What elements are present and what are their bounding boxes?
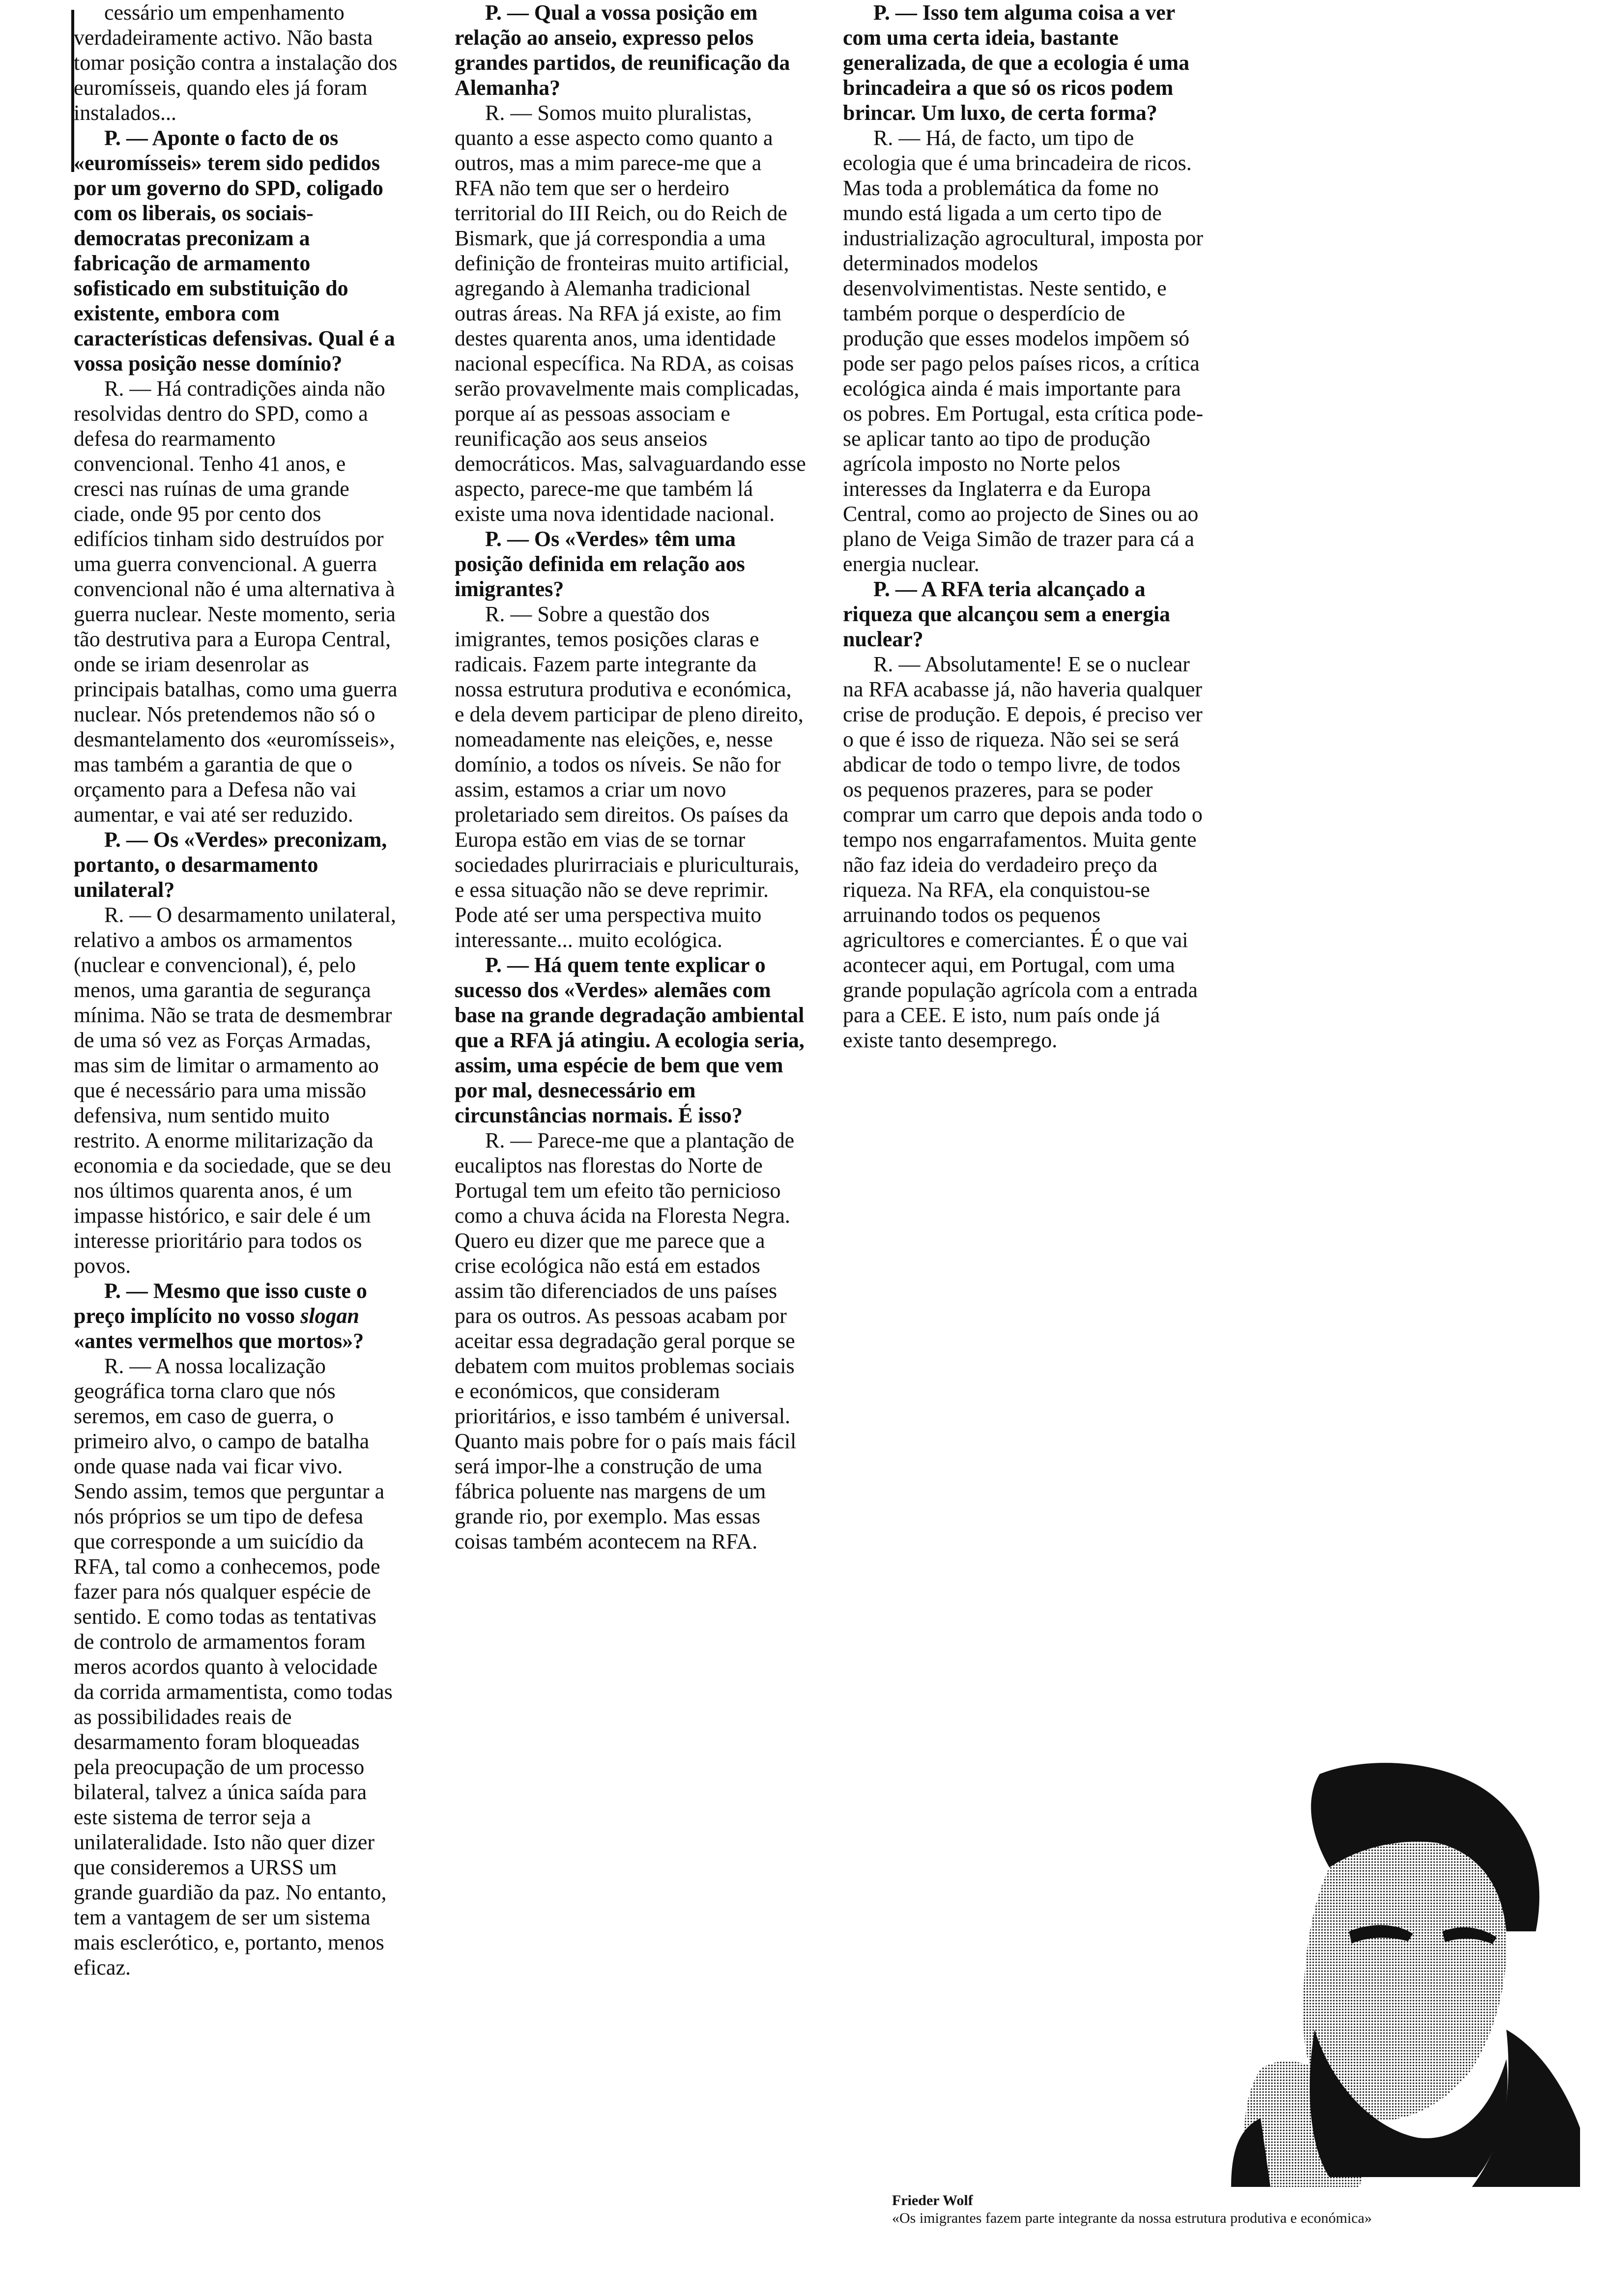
photo-caption (892, 2192, 1590, 2227)
answer-paragraph: R. — A nossa localização geográfica torna claro que nós seremos, em caso de guerra, o primeiro alvo, o campo de batalha onde quase nada vai ficar vivo. Sendo assim, temos que perguntar a nós próprios se um tipo de defesa que corresponde a um suicídio da RFA, tal como a conhecemos, pode fazer para nós qualquer espécie de sentido. E como todas as tentativas de controlo de armamentos foram meros acordos quanto à velocidade da corrida armamentista, como todas as possibilidades reais de desarmamento foram bloqueadas pela preocupação de um processo bilateral, talvez a única saída para este sistema de terror seja a unilateralidade. Isto não quer dizer que consideremos a URSS um grande guardião da paz. No entanto, tem a vantagem de ser um sistema mais esclerótico, e, portanto, menos eficaz. (74, 1354, 393, 1980)
answer-paragraph: R. — Parece-me que a plantação de eucaliptos nas florestas do Norte de Portugal tem um efeito tão pernicioso como a chuva ácida na Floresta Negra. Quero eu dizer que me parece que a crise ecológica não está em estados assim tão diferenciados de uns países para os outros. As pessoas acabam por aceitar essa degradação geral porque se debatem com muitos problemas sociais e económicos, que consideram prioritários, e isso também é universal. Quanto mais pobre for o país mais fácil será impor-lhe a construção de uma fábrica poluente nas margens de um grande rio, por exemplo. Mas essas coisas também acontecem na RFA. (455, 1128, 797, 1553)
question-text-part: P. — Mesmo que isso custe o preço implícito no vosso (74, 1279, 367, 1328)
caption-name: Frieder Wolf (892, 2192, 973, 2209)
portrait-photo (887, 1754, 1580, 2187)
answer-paragraph: R. — Somos muito pluralistas, quanto a esse aspecto como quanto a outros, mas a mim parece-me que a RFA não tem que ser o herdeiro territorial do III Reich, ou do Reich de Bismark, que já correspondia a uma definição de fronteiras muito artificial, agregando à Alemanha tradicional outras áreas. Na RFA já existe, ao fim destes quarenta anos, uma identidade nacional específica. Na RDA, as coisas serão provavelmente mais complicadas, porque aí as pessoas associam e reunificação aos seus anseios democráticos. Mas, salvaguardando esse aspecto, parece-me que também lá existe uma nova identidade nacional. (455, 101, 806, 526)
question-paragraph: P. — Há quem tente explicar o sucesso dos «Verdes» alemães com base na grande degradação ambiental que a RFA já atingiu. A ecologia seria, assim, uma espécie de bem que vem por mal, desnecessário em circunstâncias normais. É isso? (455, 953, 805, 1127)
article-column-1 (74, 0, 398, 1980)
question-paragraph (74, 1278, 398, 1353)
answer-paragraph: R. — Sobre a questão dos imigrantes, temos posições claras e radicais. Fazem parte integrante da nossa estrutura produtiva e económica, e dela devem participar de pleno direito, nomeadamente nas eleições, e, nesse domínio, a todos os níveis. Se não for assim, estamos a criar um novo proletariado sem direitos. Os países da Europa estão em vias de se tornar sociedades plurirraciais e pluriculturais, e essa situação não se deve reprimir. Pode até ser uma perspectiva muito interessante... muito ecológica. (455, 602, 804, 952)
portrait-image (887, 1754, 1580, 2187)
question-paragraph: P. — Qual a vossa posição em relação ao anseio, expresso pelos grandes partidos, de reunificação da Alemanha? (455, 0, 790, 100)
question-paragraph: P. — Aponte o facto de os «euromísseis» terem sido pedidos por um governo do SPD, coligado com os liberais, os sociais-democratas preconizam a fabricação de armamento sofisticado em substituição do existente, embora com características defensivas. Qual é a vossa posição nesse domínio? (74, 126, 395, 375)
question-paragraph: P. — Os «Verdes» têm uma posição definida em relação aos imigrantes? (455, 527, 745, 601)
answer-paragraph: R. — Absolutamente! E se o nuclear na RFA acabasse já, não haveria qualquer crise de produção. E depois, é preciso ver o que é isso de riqueza. Não sei se será abdicar de todo o tempo livre, de todos os pequenos prazeres, para se poder comprar um carro que depois anda todo o tempo nos engarrafamentos. Muita gente não faz ideia do verdadeiro preço da riqueza. Na RFA, ela conquistou-se arruinando todos os pequenos agricultores e comerciantes. É o que vai acontecer aqui, em Portugal, com uma grande população agrícola com a entrada para a CEE. E isto, num país onde já existe tanto desemprego. (843, 652, 1203, 1052)
question-text-part: «antes vermelhos que mortos»? (74, 1329, 364, 1353)
caption-text: «Os imigrantes fazem parte integrante da nossa estrutura produtiva e económica» (892, 2210, 1372, 2226)
answer-paragraph: R. — Há contradições ainda não resolvidas dentro do SPD, como a defesa do rearmamento convencional. Tenho 41 anos, e cresci nas ruínas de uma grande ciade, onde 95 por cento dos edifícios tinham sido destruídos por uma guerra convencional. A guerra convencional não é uma alternativa à guerra nuclear. Neste momento, seria tão destrutiva para a Europa Central, onde se iriam desenrolar as principais batalhas, como uma guerra nuclear. Nós pretendemos não só o desmantelamento dos «euromísseis», mas também a garantia de que o orçamento para a Defesa não vai aumentar, e vai até ser reduzido. (74, 376, 398, 827)
answer-paragraph: R. — O desarmamento unilateral, relativo a ambos os armamentos (nuclear e convencional), é, pelo menos, uma garantia de segurança mínima. Não se trata de desmembrar de uma só vez as Forças Armadas, mas sim de limitar o armamento ao que é necessário para uma missão defensiva, num sentido muito restrito. A enorme militarização da economia e da sociedade, que se deu nos últimos quarenta anos, é um impasse histórico, e sair dele é um interesse prioritário para todos os povos. (74, 903, 396, 1278)
question-paragraph: P. — A RFA teria alcançado a riqueza que alcançou sem a energia nuclear? (843, 577, 1171, 651)
answer-paragraph: cessário um empenhamento verdadeiramente activo. Não basta tomar posição contra a instalação dos euromísseis, quando eles já foram instalados... (74, 0, 398, 125)
article-column-3 (843, 0, 1204, 1053)
question-paragraph: P. — Isso tem alguma coisa a ver com uma certa ideia, bastante generalizada, de que a ecologia é uma brincadeira a que só os ricos podem brincar. Um luxo, de certa forma? (843, 0, 1190, 125)
answer-paragraph: R. — Há, de facto, um tipo de ecologia que é uma brincadeira de ricos. Mas toda a problemática da fome no mundo está ligada a um certo tipo de industrialização agrocultural, imposta por determinados modelos desenvolvimentistas. Neste sentido, e também porque o desperdício de produção que esses modelos impõem só pode ser pago pelos países ricos, a crítica ecológica ainda é mais importante para os pobres. Em Portugal, esta crítica pode-se aplicar tanto ao tipo de produção agrícola imposto no Norte pelos interesses da Inglaterra e da Europa Central, como ao projecto de Sines ou ao plano de Veiga Simão de trazer para cá a energia nuclear. (843, 126, 1204, 576)
article-column-2 (455, 0, 806, 1554)
slogan-word: slogan (300, 1304, 360, 1328)
question-paragraph: P. — Os «Verdes» preconizam, portanto, o desarmamento unilateral? (74, 828, 387, 902)
